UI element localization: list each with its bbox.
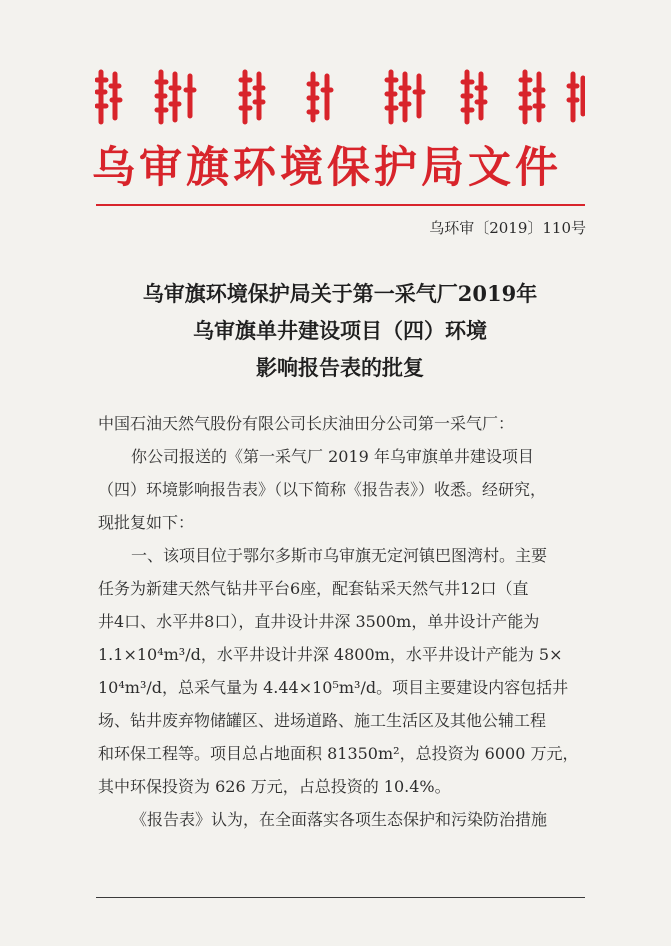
body-line: 《报告表》认为，在全面落实各项生态保护和污染防治措施 (131, 810, 548, 829)
document-title-line-1: 乌审旗环境保护局关于第一采气厂2019年 (142, 281, 538, 306)
document-title-line-2: 乌审旗单井建设项目（四）环境 (193, 318, 487, 343)
issuing-agency-header: 乌审旗环境保护局文件 (92, 143, 562, 193)
addressee-line: 中国石油天然气股份有限公司长庆油田分公司第一采气厂： (98, 414, 515, 433)
footer-divider (96, 897, 585, 898)
body-line: 现批复如下： (98, 513, 195, 532)
mongolian-script-heading (95, 68, 585, 126)
body-line: （四）环境影响报告表》（以下简称《报告表》）收悉。经研究， (98, 480, 547, 499)
body-line: 和环保工程等。项目总占地面积 81350m²，总投资为 6000 万元， (98, 744, 579, 763)
body-line: 1.1×10⁴m³/d，水平井设计井深 4800m，水平井设计产能为 5× (98, 645, 563, 664)
document-title-line-3: 影响报告表的批复 (256, 355, 424, 380)
body-line: 场、钻井废弃物储罐区、进场道路、施工生活区及其他公辅工程 (98, 711, 547, 730)
red-divider (96, 204, 585, 206)
body-line: 井4口、水平井8口），直井设计井深 3500m，单井设计产能为 (98, 612, 540, 631)
body-line: 任务为新建天然气钻井平台6座，配套钻采天然气井12口（直 (98, 579, 529, 598)
document-number: 乌环审〔2019〕110号 (429, 219, 586, 237)
mongolian-script-graphic (95, 68, 585, 126)
body-line: 你公司报送的《第一采气厂 2019 年乌审旗单井建设项目 (131, 447, 534, 466)
body-line: 其中环保投资为 626 万元，占总投资的 10.4%。 (98, 777, 451, 796)
body-line: 一、该项目位于鄂尔多斯市乌审旗无定河镇巴图湾村。主要 (131, 546, 548, 565)
body-line: 10⁴m³/d，总采气量为 4.44×10⁵m³/d。项目主要建设内容包括井 (98, 678, 569, 697)
